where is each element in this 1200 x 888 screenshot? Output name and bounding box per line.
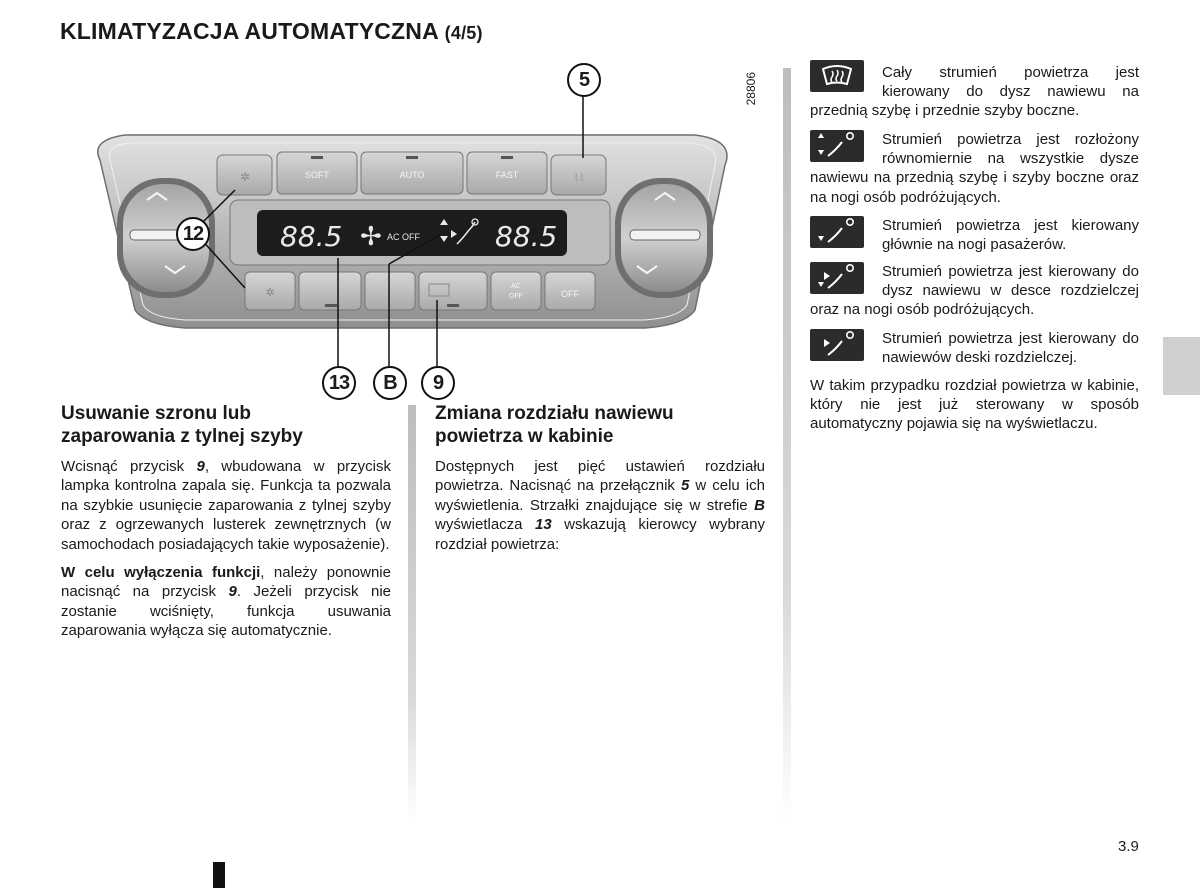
callout-9: 9 (421, 366, 455, 400)
callout-b: B (373, 366, 407, 400)
column-divider-left (408, 405, 416, 820)
middle-paragraph-1: Dostępnych jest pięć ustawień rozdziału powietrza. Nacisnąć na przełącznik 5 w celu ich wyświetlenia. Strzałki znajdujące się w strefie B wyświetlacza 13 wskazują kierowcy wybrany rozdział powietrza: (435, 458, 765, 553)
page-number: 3.9 (1118, 838, 1139, 855)
middle-section-body (435, 457, 765, 563)
airflow-option-2: Strumień powietrza jest rozłożony równomiernie na wszystkie dysze nawiewu na przednią szybę i szyby boczne oraz na nogi osób podróżujących. (810, 131, 1139, 206)
left-paragraph-2: W celu wyłączenia funkcji, należy ponownie nacisnąć na przycisk 9. Jeżeli przycisk nie zostanie wciśnięty, funkcja usuwania zaparowania wyłącza się automatycznie. (61, 564, 391, 640)
soft-label: SOFT (305, 170, 329, 180)
callout-5: 5 (567, 63, 601, 97)
left-section-heading: Usuwanie szronu lub zaparowania z tylnej szyby (61, 403, 303, 447)
callout-13: 13 (322, 366, 356, 400)
right-closing-paragraph: W takim przypadku rozdział powietrza w kabinie, który nie jest już sterowany w sposób automatyczny pojawia się na wyświetlaczu. (810, 377, 1139, 433)
column-divider-right (783, 68, 791, 820)
display-right-temp: 88.5 (495, 220, 558, 253)
left-paragraph-1: Wcisnąć przycisk 9, wbudowana w przycisk lampka kontrolna zapala się. Funkcja ta pozwala na szybkie usunięcie zaparowania z tylnej szyby oraz z ogrzewanych lusterek zewnętrznych (w samochodach posiadających takie wyposażenie). (61, 458, 392, 553)
auto-label: AUTO (399, 170, 425, 180)
page-title-suffix: (4/5) (444, 23, 483, 43)
middle-section-heading: Zmiana rozdziału nawiewu powietrza w kabinie (435, 403, 674, 447)
right-temperature-knob (615, 178, 713, 298)
footer-marker (213, 862, 225, 888)
page-title (60, 18, 483, 45)
page-title-text: KLIMATYZACJA AUTOMATYCZNA (60, 18, 439, 44)
figure-code: 28806 (744, 72, 758, 106)
airflow-option-4: Strumień powietrza jest kierowany do dysz nawiewu w desce rozdzielczej oraz na nogi osób podróżujących. (810, 263, 1139, 319)
off-label: OFF (561, 289, 579, 299)
airflow-option-3: Strumień powietrza jest kierowany głównie na nogi pasażerów. (882, 217, 1139, 254)
fast-label: FAST (495, 170, 519, 180)
callout-12: 12 (176, 217, 210, 251)
display-left-temp: 88.5 (280, 220, 343, 253)
ac-label: AC (511, 283, 521, 290)
svg-text:✲: ✲ (265, 286, 275, 299)
airflow-option-1: Cały strumień powietrza jest kierowany do dysz nawiewu na przednią szybę i przednie szyby boczne. (810, 64, 1139, 120)
airflow-option-5: Strumień powietrza jest kierowany do nawiewów deski rozdzielczej. (882, 330, 1139, 367)
display-ac-off: AC OFF (387, 232, 420, 242)
svg-text:✢: ✢ (360, 222, 382, 252)
chapter-tab (1163, 337, 1200, 395)
svg-text:✲: ✲ (239, 170, 251, 184)
svg-text:⌇⌇: ⌇⌇ (573, 171, 585, 184)
ac-off-button-label: OFF (509, 293, 523, 300)
left-section-body (61, 457, 391, 650)
